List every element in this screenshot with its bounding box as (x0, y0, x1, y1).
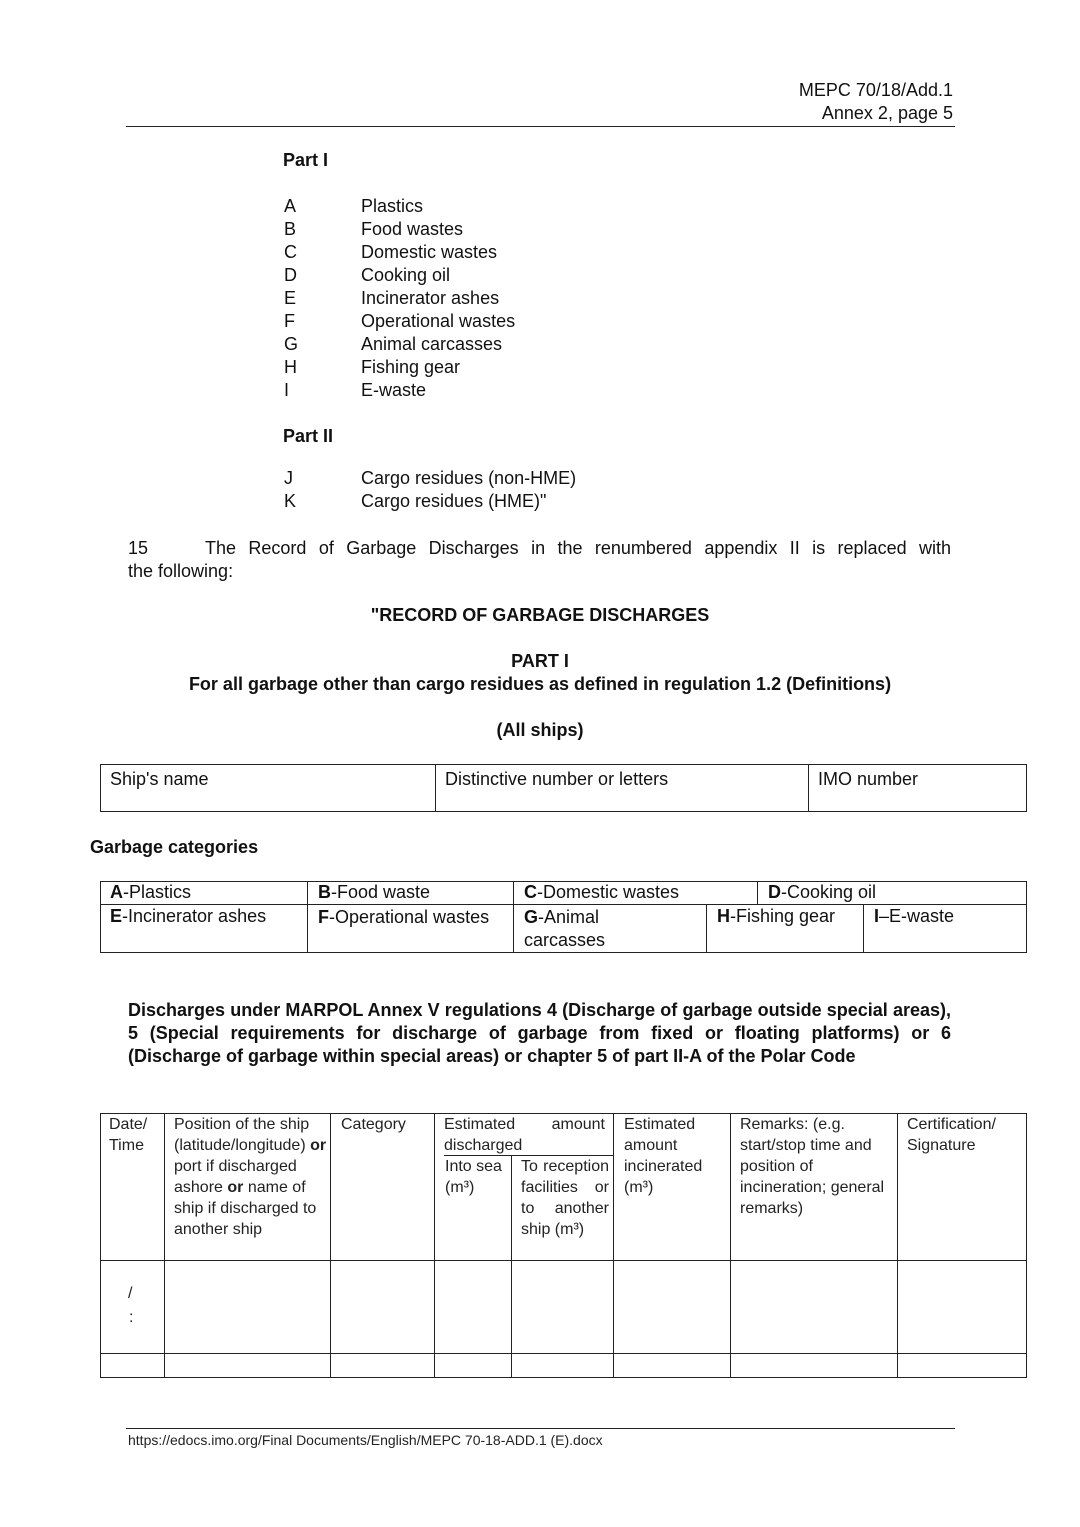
into-sea-header: Into sea (m³) (445, 1158, 502, 1196)
part-1-item-name: Fishing gear (361, 357, 461, 377)
page-number: Annex 2, page 5 (821, 103, 953, 123)
part-1-item-name: Food wastes (361, 219, 464, 239)
part-2-heading: Part II (283, 426, 334, 446)
category-header: Category (341, 1116, 406, 1133)
category-i: I–E-waste (874, 906, 955, 926)
header-rule (126, 126, 955, 127)
category-g: G-Animal carcasses (524, 907, 606, 950)
category-a: A-Plastics (110, 882, 192, 902)
part-1-item-letter: G (284, 334, 299, 354)
category-e: E-Incinerator ashes (110, 906, 267, 926)
distinctive-number-field[interactable]: Distinctive number or letters (436, 765, 809, 812)
part-2-item-name: Cargo residues (non-HME) (361, 468, 577, 488)
ship-info-table (100, 764, 1027, 812)
record-scope: (All ships) (496, 720, 584, 740)
time-placeholder[interactable]: : (129, 1309, 134, 1326)
part-1-item-letter: E (284, 288, 297, 308)
category-f: F-Operational wastes (318, 907, 490, 927)
document-reference: MEPC 70/18/Add.1 (798, 80, 953, 100)
discharge-record-table (100, 1113, 1027, 1378)
footer-rule (126, 1428, 955, 1429)
record-subtitle: For all garbage other than cargo residues as defined in regulation 1.2 (Definitions) (188, 674, 892, 694)
part-1-item-letter: D (284, 265, 297, 285)
part-1-item-letter: B (284, 219, 297, 239)
paragraph-15 (128, 537, 951, 560)
part-1-item-name: Plastics (361, 196, 424, 216)
part-2-item-name: Cargo residues (HME)" (361, 491, 547, 511)
paragraph-15-continued: the following: (128, 561, 234, 581)
date-time-header: Date/ Time (109, 1116, 148, 1154)
part-1-item-name: Domestic wastes (361, 242, 498, 262)
category-h: H-Fishing gear (717, 906, 836, 926)
category-b: B-Food waste (318, 882, 431, 902)
estimated-discharged-header: Estimated amount discharged (444, 1116, 605, 1154)
part-1-item-name: Incinerator ashes (361, 288, 500, 308)
ship-name-field[interactable]: Ship's name (101, 765, 436, 812)
part-1-item-name: E-waste (361, 380, 427, 400)
part-2-item-letter: J (284, 468, 293, 488)
paragraph-number: 15 (128, 538, 149, 558)
part-1-item-name: Operational wastes (361, 311, 516, 331)
certification-header: Certification/ Signature (907, 1116, 996, 1154)
part-1-item-letter: I (284, 380, 290, 400)
garbage-categories-heading: Garbage categories (90, 837, 259, 857)
part-1-item-letter: C (284, 242, 297, 262)
part-2-item-letter: K (284, 491, 297, 511)
discharges-heading: Discharges under MARPOL Annex V regulations 4 (Discharge of garbage outside special areas), 5 (Special requirements for discharge of garbage from fixed or floating platforms) or 6 (Discharge of garbage within special areas) or chapter 5 of part II-A of the Polar Code (128, 1000, 951, 1066)
estimated-incinerated-header: Estimated amount incinerated (m³) (624, 1116, 703, 1196)
part-1-item-letter: A (284, 196, 297, 216)
garbage-categories-table (100, 881, 1027, 953)
record-part: PART I (511, 651, 569, 671)
record-title: "RECORD OF GARBAGE DISCHARGES (370, 605, 710, 625)
remarks-header: Remarks: (e.g. start/stop time and position of incineration; general remarks) (740, 1116, 885, 1217)
part-1-item-name: Animal carcasses (361, 334, 503, 354)
category-d: D-Cooking oil (768, 882, 877, 902)
imo-number-field[interactable]: IMO number (809, 765, 1027, 812)
part-1-item-letter: F (284, 311, 295, 331)
category-c: C-Domestic wastes (524, 882, 680, 902)
paragraph-text: The Record of Garbage Discharges in the renumbered appendix II is replaced with (205, 538, 951, 558)
part-1-heading: Part I (283, 150, 329, 170)
position-header: Position of the ship (latitude/longitude) or port if discharged ashore or name of ship if discharged to another ship (174, 1116, 327, 1238)
part-1-item-name: Cooking oil (361, 265, 451, 285)
to-reception-header: To reception facilities or to another ship (m³) (521, 1158, 609, 1238)
part-1-item-letter: H (284, 357, 297, 377)
date-placeholder[interactable]: / (128, 1285, 133, 1302)
footer-path: https://edocs.imo.org/Final Documents/English/MEPC 70-18-ADD.1 (E).docx (128, 1432, 603, 1448)
